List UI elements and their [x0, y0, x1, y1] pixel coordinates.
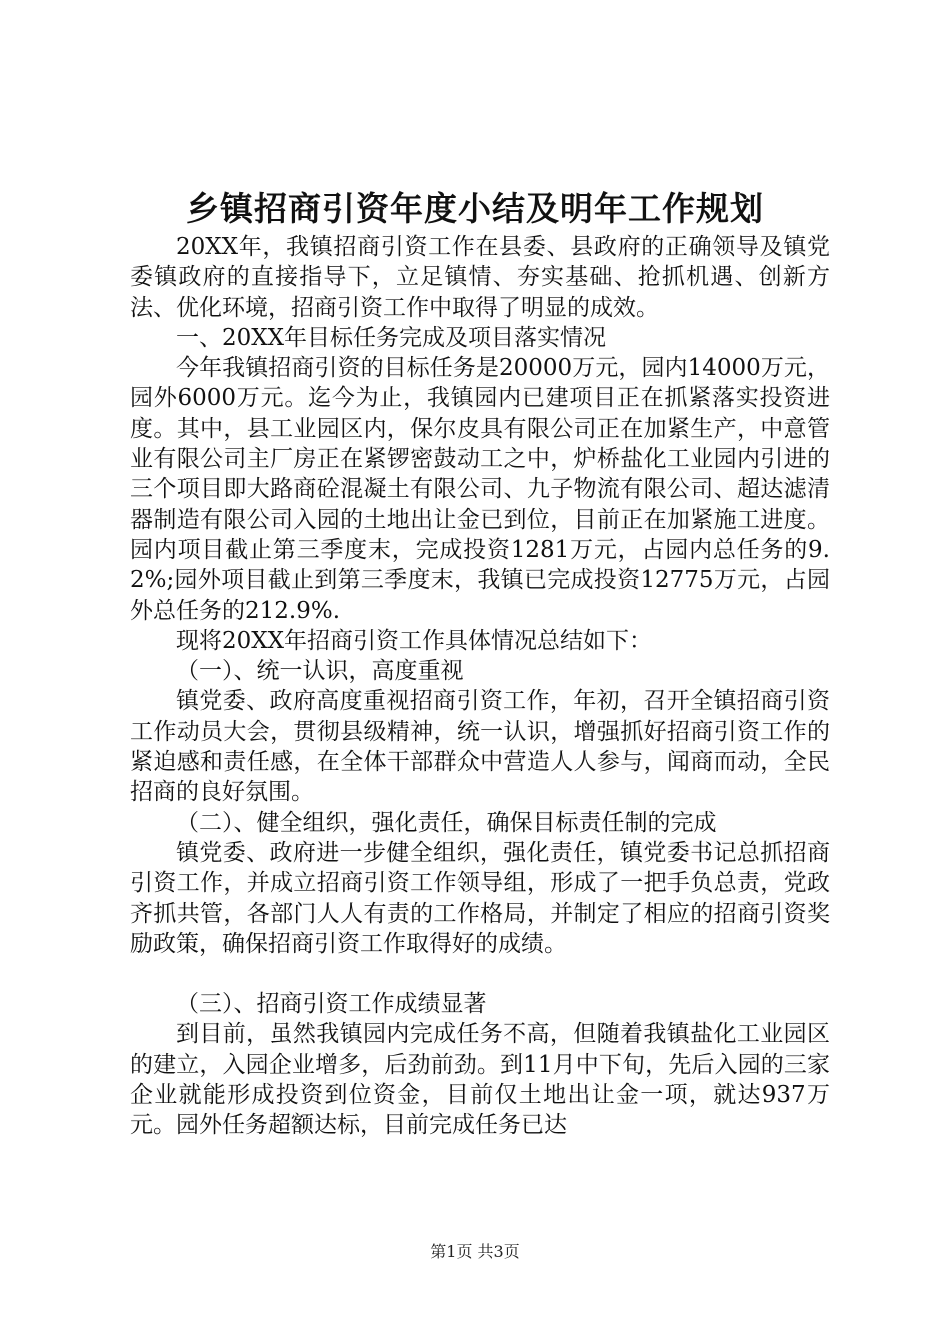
- intro-paragraph: 20XX年，我镇招商引资工作在县委、县政府的正确领导及镇党委镇政府的直接指导下，立足镇情、夯实基础、抢抓机遇、创新方法、优化环境，招商引资工作中取得了明显的成效。: [130, 234, 830, 321]
- document-title: 乡镇招商引资年度小结及明年工作规划: [186, 189, 764, 228]
- summary-intro-paragraph: 现将20XX年招商引资工作具体情况总结如下：: [176, 627, 653, 654]
- page-number-footer: 第1页 共3页: [430, 1242, 520, 1261]
- targets-paragraph: 今年我镇招商引资的目标任务是20000万元，园内14000万元，园外6000万元。迄今为止，我镇园内已建项目正在抓紧落实投资进度。其中，县工业园区内，保尔皮具有限公司正在加紧生产，中意管业有限公司主厂房正在紧锣密鼓动工之中，炉桥盐化工业园内引进的三个项目即大路商砼混凝土有限公司、九子物流有限公司、超达滤清器制造有限公司入园的土地出让金已到位，目前正在加紧施工进度。园内项目截止第三季度末，完成投资1281万元，占园内总任务的9.2%;园外项目截止到第三季度末，我镇已完成投资12775万元，占园外总任务的212.9%.: [130, 355, 830, 624]
- subheading-3: （三）、招商引资工作成绩显著: [176, 991, 487, 1018]
- subheading-1: （一）、统一认识，高度重视: [176, 658, 464, 685]
- subheading-2: （二）、健全组织，强化责任，确保目标责任制的完成: [176, 809, 717, 836]
- subsection-3-paragraph: 到目前，虽然我镇园内完成任务不高，但随着我镇盐化工业园区的建立，入园企业增多，后劲前劲。到11月中下旬，先后入园的三家企业就能形成投资到位资金，目前仅土地出让金一项，就达937万元。园外任务超额达标，目前完成任务已达: [130, 1021, 830, 1139]
- section-heading-1: 一、20XX年目标任务完成及项目落实情况: [176, 324, 607, 351]
- subsection-1-paragraph: 镇党委、政府高度重视招商引资工作，年初，召开全镇招商引资工作动员大会，贯彻县级精神，统一认识，增强抓好招商引资工作的紧迫感和责任感，在全体干部群众中营造人人参与，闻商而动，全民招商的良好氛围。: [130, 688, 830, 806]
- subsection-2-paragraph: 镇党委、政府进一步健全组织，强化责任，镇党委书记总抓招商引资工作，并成立招商引资工作领导组，形成了一把手负总责，党政齐抓共管，各部门人人有责的工作格局，并制定了相应的招商引资奖励政策，确保招商引资工作取得好的成绩。: [130, 839, 830, 957]
- document-body: [130, 232, 830, 1141]
